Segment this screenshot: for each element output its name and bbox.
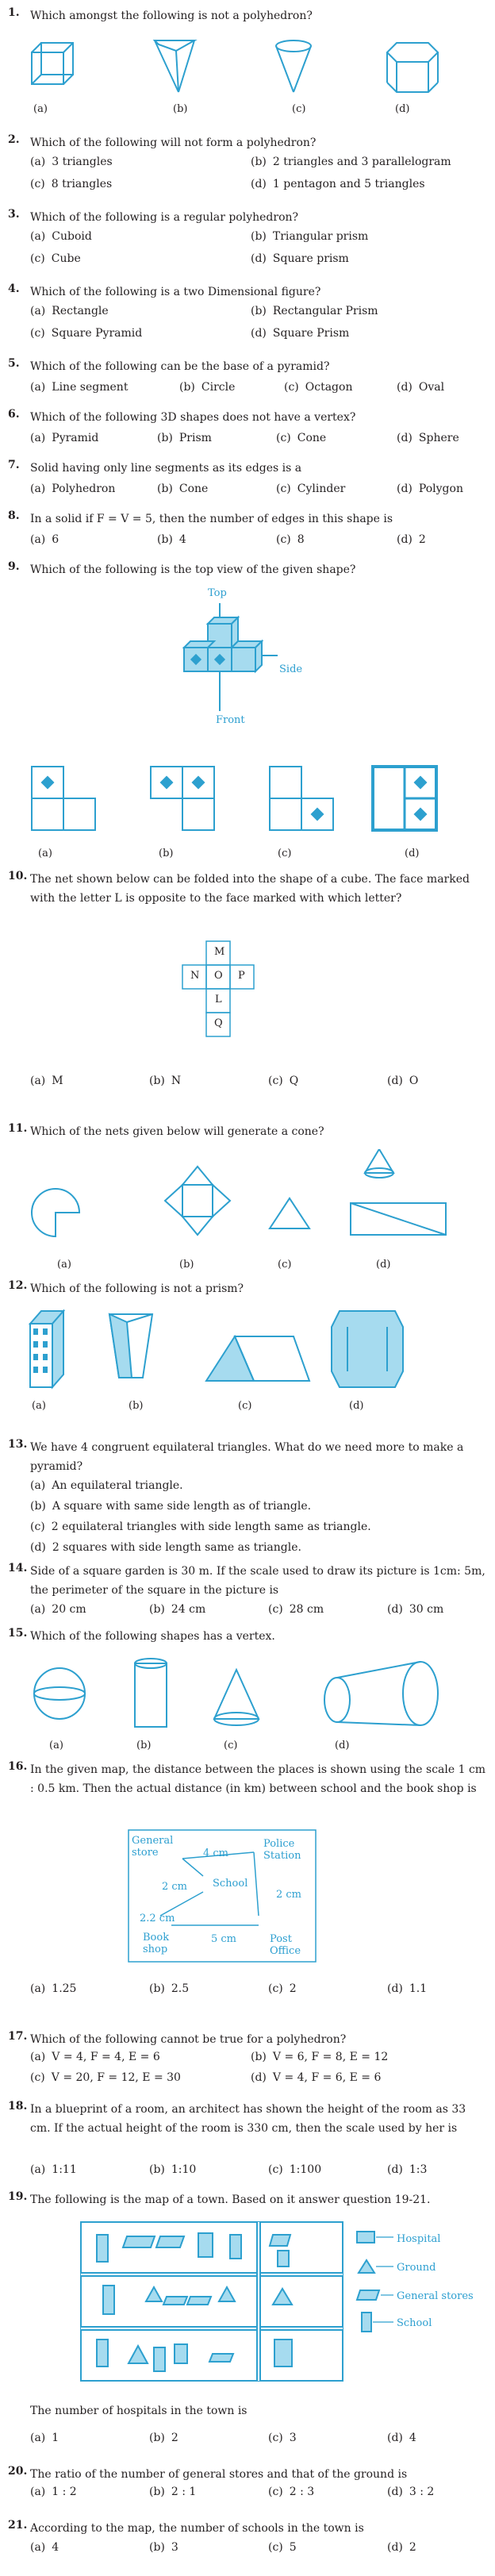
question-text: Which of the following will not form a polyhedron? <box>30 136 317 149</box>
option-c: (c) Cone <box>276 432 327 444</box>
question-text: The ratio of the number of general stores and that of the ground is <box>30 2468 408 2481</box>
question-number: 17. <box>8 2030 28 2043</box>
option-c: (c) 2 : 3 <box>268 2486 315 2498</box>
map-distance-label: 2 cm <box>162 1881 188 1893</box>
figure-label: (d) <box>405 848 420 859</box>
option-a: (a) Polyhedron <box>30 483 116 495</box>
option-b: (b) V = 6, F = 8, E = 12 <box>251 2051 389 2063</box>
net-face-Q: Q <box>214 1017 223 1029</box>
figure-label: (b) <box>136 1740 152 1751</box>
option-d: (d) 1 pentagon and 5 triangles <box>251 178 425 190</box>
front-label: Front <box>216 714 245 726</box>
figure-label: (a) <box>49 1740 63 1751</box>
solid-figures <box>24 1654 468 1733</box>
net-figures <box>24 1149 468 1252</box>
figure-label: (a) <box>32 1400 46 1412</box>
question-text: Which of the following can be the base of a pyramid? <box>30 360 330 373</box>
figure-label: (b) <box>179 1259 194 1271</box>
question-number: 21. <box>8 2519 28 2532</box>
option-d: (d) 1:3 <box>387 2163 428 2176</box>
side-label: Side <box>279 663 303 675</box>
question-text: Which of the following shapes has a vertex. <box>30 1630 275 1643</box>
option-b: (b) 2 triangles and 3 parallelogram <box>251 156 451 168</box>
question-text: Which of the following is a regular polyhedron? <box>30 211 299 224</box>
net-face-L: L <box>215 994 222 1005</box>
question-text: Solid having only line segments as its edges is a <box>30 462 302 475</box>
option-c: (c) 8 <box>276 533 305 546</box>
option-d: (d) Oval <box>397 381 445 394</box>
legend-school: School <box>397 2317 432 2329</box>
figure-label: (c) <box>292 103 306 115</box>
option-a: (a) 1 : 2 <box>30 2486 77 2498</box>
question-text: We have 4 congruent equilateral triangles. What do we need more to make a pyramid? <box>30 1441 464 1473</box>
figure-label: (d) <box>395 103 410 115</box>
option-c: (c) 1:100 <box>268 2163 322 2176</box>
legend-ground: Ground <box>397 2262 436 2274</box>
map-distance-label: 2 cm <box>276 1889 302 1901</box>
option-b: (b) 2 <box>149 2432 178 2444</box>
map-distance-label: 2.2 cm <box>140 1913 175 1924</box>
option-b: (b) 2.5 <box>149 1982 190 1995</box>
question-subtext: The number of hospitals in the town is <box>30 2405 248 2417</box>
option-d: (d) 2 squares with side length same as triangle. <box>30 1541 301 1554</box>
cube-stack-figure <box>159 600 286 719</box>
figure-label: (c) <box>224 1740 238 1751</box>
question-number: 2. <box>8 133 20 146</box>
option-d: (d) 3 : 2 <box>387 2486 435 2498</box>
option-a: (a) An equilateral triangle. <box>30 1479 183 1492</box>
option-b: (b) Cone <box>157 483 209 495</box>
question-text: In a blueprint of a room, an architect has shown the height of the room as 33 cm. If the actual height of the room is 330 cm, then the scale used by her is <box>30 2103 466 2135</box>
option-d: (d) 1.1 <box>387 1982 428 1995</box>
question-number: 3. <box>8 208 20 221</box>
question-number: 15. <box>8 1627 28 1640</box>
option-d: (d) Sphere <box>397 432 459 444</box>
option-a: (a) 1:11 <box>30 2163 77 2176</box>
question-text: Side of a square garden is 30 m. If the scale used to draw its picture is 1cm: 5m, the perimeter of the square in the picture is <box>30 1565 485 1597</box>
figure-label: (d) <box>335 1740 350 1751</box>
option-a: (a) Line segment <box>30 381 129 394</box>
figure-label: (a) <box>38 848 52 859</box>
net-face-O: O <box>214 970 223 982</box>
option-a: (a) 4 <box>30 2541 59 2554</box>
option-b: (b) Prism <box>157 432 212 444</box>
question-number: 4. <box>8 283 20 295</box>
question-text: Which amongst the following is not a polyhedron? <box>30 10 313 22</box>
question-number: 12. <box>8 1279 28 1292</box>
option-a: (a) Rectangle <box>30 305 109 317</box>
question-number: 1. <box>8 6 20 19</box>
legend-general-stores: General stores <box>397 2290 474 2302</box>
option-b: (b) 3 <box>149 2541 178 2554</box>
top-label: Top <box>208 587 227 599</box>
cube-figure <box>32 43 73 84</box>
figure-label: (c) <box>238 1400 252 1412</box>
hexagonal-prism-figure <box>387 43 438 92</box>
question-number: 16. <box>8 1760 28 1773</box>
option-c: (c) 3 <box>268 2432 297 2444</box>
map-distance-label: 5 cm <box>211 1933 237 1945</box>
option-b: (b) 24 cm <box>149 1603 206 1616</box>
option-d: (d) 2 <box>397 533 426 546</box>
pyramid-figure <box>155 40 194 92</box>
option-a: (a) 3 triangles <box>30 156 113 168</box>
option-c: (c) 2 equilateral triangles with side length same as triangle. <box>30 1521 371 1533</box>
question-text: Which of the following 3D shapes does not have a vertex? <box>30 411 356 424</box>
figure-label: (d) <box>349 1400 364 1412</box>
option-c: (c) Q <box>268 1075 299 1087</box>
map-post-office: Post Office <box>270 1933 301 1957</box>
question-text: Which of the following cannot be true for a polyhedron? <box>30 2033 347 2046</box>
figure-label: (b) <box>173 103 188 115</box>
option-a: (a) 20 cm <box>30 1603 86 1616</box>
question-text: Which of the nets given below will generate a cone? <box>30 1125 324 1138</box>
town-map <box>79 2220 476 2387</box>
option-b: (b) 4 <box>157 533 186 546</box>
question-text: Which of the following is not a prism? <box>30 1282 244 1295</box>
question-number: 7. <box>8 459 20 471</box>
option-c: (c) Cube <box>30 252 81 265</box>
figure-label: (b) <box>129 1400 144 1412</box>
option-a: (a) Pyramid <box>30 432 99 444</box>
option-c: (c) 28 cm <box>268 1603 324 1616</box>
net-face-M: M <box>214 946 225 958</box>
option-b: (b) 2 : 1 <box>149 2486 197 2498</box>
polyhedron-figures <box>24 37 484 100</box>
option-b: (b) N <box>149 1075 182 1087</box>
option-d: (d) O <box>387 1075 419 1087</box>
option-b: (b) Circle <box>179 381 236 394</box>
question-number: 20. <box>8 2465 28 2478</box>
option-a: (a) V = 4, F = 4, E = 6 <box>30 2051 160 2063</box>
option-b: (b) Rectangular Prism <box>251 305 378 317</box>
question-number: 8. <box>8 509 20 522</box>
map-distance-label: 4 cm <box>203 1847 229 1859</box>
question-text: Which of the following is a two Dimensional figure? <box>30 286 321 298</box>
option-d: (d) Square Prism <box>251 327 350 340</box>
question-text: In a solid if F = V = 5, then the number of edges in this shape is <box>30 513 393 525</box>
question-number: 18. <box>8 2100 28 2113</box>
top-view-options <box>24 759 484 846</box>
map-book-shop: Book shop <box>143 1932 170 1955</box>
option-c: (c) 8 triangles <box>30 178 113 190</box>
option-a: (a) M <box>30 1075 63 1087</box>
option-d: (d) 30 cm <box>387 1603 444 1616</box>
option-c: (c) V = 20, F = 12, E = 30 <box>30 2071 181 2084</box>
map-general-store: General store <box>132 1835 174 1859</box>
option-d: (d) 2 <box>387 2541 416 2554</box>
legend-hospital: Hospital <box>397 2233 441 2245</box>
question-number: 19. <box>8 2190 28 2203</box>
question-number: 5. <box>8 357 20 370</box>
question-number: 14. <box>8 1562 28 1574</box>
option-a: (a) 6 <box>30 533 59 546</box>
option-b: (b) Triangular prism <box>251 230 369 243</box>
option-b: (b) A square with same side length as of triangle. <box>30 1500 312 1513</box>
question-number: 6. <box>8 408 20 421</box>
option-d: (d) 4 <box>387 2432 416 2444</box>
question-text: According to the map, the number of schools in the town is <box>30 2522 364 2535</box>
figure-label: (c) <box>278 1259 292 1271</box>
option-c: (c) Octagon <box>284 381 353 394</box>
cone-figure <box>276 40 311 92</box>
option-b: (b) 1:10 <box>149 2163 197 2176</box>
figure-label: (a) <box>57 1259 71 1271</box>
option-a: (a) Cuboid <box>30 230 92 243</box>
option-c: (c) Cylinder <box>276 483 346 495</box>
option-c: (c) Square Pyramid <box>30 327 143 340</box>
question-text: In the given map, the distance between the places is shown using the scale 1 cm : 0.5 km. Then the actual distance (in km) between school and the book shop is <box>30 1763 486 1795</box>
option-c: (c) 5 <box>268 2541 297 2554</box>
figure-label: (b) <box>159 848 174 859</box>
figure-label: (d) <box>376 1259 391 1271</box>
option-a: (a) 1 <box>30 2432 59 2444</box>
prism-figures <box>24 1305 468 1392</box>
option-a: (a) 1.25 <box>30 1982 77 1995</box>
question-text: The following is the map of a town. Based on it answer question 19-21. <box>30 2193 431 2206</box>
question-number: 10. <box>8 870 28 882</box>
figure-label: (c) <box>278 848 292 859</box>
net-face-N: N <box>190 970 200 982</box>
map-police-station: Police Station <box>263 1838 301 1862</box>
option-d: (d) Square prism <box>251 252 349 265</box>
net-face-P: P <box>238 970 245 982</box>
figure-label: (a) <box>33 103 48 115</box>
question-number: 9. <box>8 560 20 573</box>
question-text: The net shown below can be folded into the shape of a cube. The face marked with the letter L is opposite to the face marked with which letter? <box>30 873 470 905</box>
option-d: (d) Polygon <box>397 483 463 495</box>
question-text: Which of the following is the top view of the given shape? <box>30 563 356 576</box>
question-number: 11. <box>8 1122 28 1135</box>
option-c: (c) 2 <box>268 1982 297 1995</box>
option-d: (d) V = 4, F = 6, E = 6 <box>251 2071 382 2084</box>
question-number: 13. <box>8 1438 28 1451</box>
map-school: School <box>213 1878 248 1890</box>
